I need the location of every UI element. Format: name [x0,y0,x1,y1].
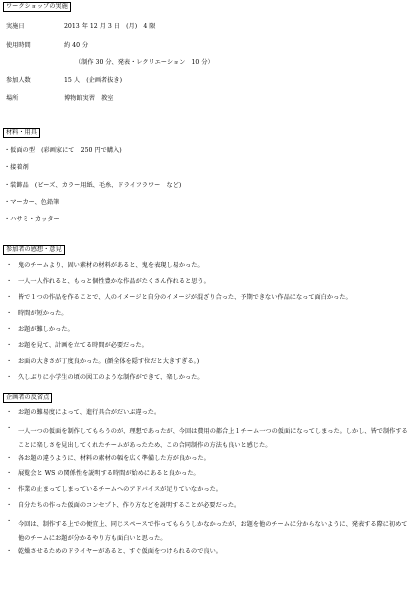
feedback-text: 皆で１つの作品を作ることで、人のイメージと自分のイメージが混ざり合った、予期できない作品になって面白かった。 [18,294,352,301]
bullet: ・ [6,409,13,416]
bullet: ・ [6,294,13,301]
row-label: 参加人数 [6,77,31,84]
bullet: ・ [6,502,13,509]
bullet: ・ [6,548,13,555]
feedback-text: 時間が短かった。 [18,310,68,317]
feedback-text: 久しぶりに小学生の頃の図工のような制作ができて、楽しかった。 [18,374,204,381]
row-value: 2013 年 12 月 3 日 (月) 4 限 [64,23,156,30]
bullet: ・ [6,425,13,432]
feedback-text: 鬼のチームより、固い素材の材料があると、鬼を表現し易かった。 [18,262,204,269]
bullet: ・ [6,455,13,462]
bullet: ・ [6,486,13,493]
workshop-heading: ワークショップの実施 [3,2,71,12]
feedback-text: お題を見て、計画を立てる時間が必要だった。 [18,342,148,349]
reflection-text: お題の難易度によって、進行具合がだいぶ違った。 [18,409,161,416]
feedback-text: お面の大きさが丁度良かった。(顔全体を隠す位だと大きすぎる。) [18,358,200,365]
material-item: ・装飾品 (ビーズ、カラー用紙、毛糸、ドライフラワー など) [4,182,182,189]
feedback-heading: 参加者の感想・意見 [3,245,65,255]
bullet: ・ [6,310,13,317]
reflection-heading: 企画者の反省点 [3,393,52,403]
material-item: ・マーカー、色鉛筆 [4,199,60,206]
list-item [0,425,417,447]
feedback-text: 一人一人作れると、もっと個性豊かな作品がたくさん作れると思う。 [18,278,210,285]
bullet: ・ [6,374,13,381]
reflection-text: 展覧会と WS の関係性を説明する時間が始めにあると良かった。 [18,470,200,477]
feedback-text: お題が難しかった。 [18,326,74,333]
reflection-text: 各お題の違うように、材料の素材の幅を広く準備した方が良かった。 [18,455,210,462]
material-item: ・仮面の型 (彩画家にて 250 円で購入) [4,147,122,154]
reflection-text: 今回は、制作する上での便宜上、同じスペースで作ってもらうしかなかったが、お題を他のチームに分からないように、発表する際に初めて他のチームにお題が分かるやり方も面白いと思った。 [18,521,408,542]
bullet: ・ [6,470,13,477]
materials-heading: 材料・用具 [3,128,40,138]
reflection-text: 自分たちの作った仮面のコンセプト、作り方などを説明することが必要だった。 [18,502,241,509]
material-item: ・ハサミ・カッター [4,216,60,223]
row-value: 15 人 (企画者抜き) [64,77,122,84]
bullet: ・ [6,326,13,333]
row-value: 博物館実習 教室 [64,95,114,102]
row-label: 実施日 [6,23,25,30]
reflection-text: 作業の止まってしまっているチームへのアドバイスが足りていなかった。 [18,486,222,493]
row-label: 場所 [6,95,19,102]
bullet: ・ [6,262,13,269]
row-value: 約 40 分 [64,42,89,49]
bullet: ・ [6,518,13,525]
row-label: 使用時間 [6,42,31,49]
material-item: ・接着剤 [4,164,29,171]
list-item [0,518,417,540]
bullet: ・ [6,342,13,349]
row-value: （制作 30 分、発表・レクリエーション 10 分） [75,59,214,66]
reflection-text: 一人一つの仮面を制作してもらうのが、理想であったが、今回は費用の都合上１チーム一つの仮面になってしまった。しかし、皆で制作することに楽しさを見出してくれたチームがあったため、この合同制作の方法も良いと感じた。 [18,428,408,449]
reflection-text: 乾燥させるためのドライヤーがあると、すぐ仮面をつけられるので良い。 [18,548,222,555]
bullet: ・ [6,278,13,285]
bullet: ・ [6,358,13,365]
